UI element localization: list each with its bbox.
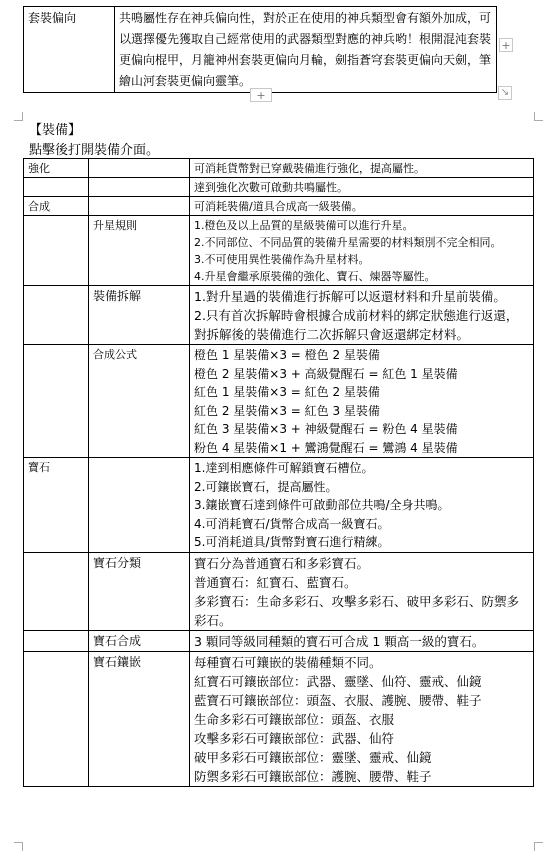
- description-line: 多彩寶石：生命多彩石、攻擊多彩石、破甲多彩石、防禦多彩石。: [194, 593, 520, 628]
- description-line: 5.可消耗道具/貨幣對寶石進行精練。: [194, 535, 390, 549]
- category-cell: [24, 286, 89, 345]
- description-cell: [190, 458, 534, 553]
- subcategory-cell: 寶石分類: [89, 552, 190, 630]
- set-bias-label: 套裝偏向: [24, 7, 115, 93]
- description-line: 4.升星會繼承原裝備的強化、寶石、煉器等屬性。: [194, 270, 436, 283]
- margin-mark-icon: [534, 112, 543, 121]
- category-cell: [24, 345, 89, 458]
- category-cell: [24, 630, 89, 651]
- description-line: 紅色 1 星裝備×3 = 紅色 2 星裝備: [194, 385, 380, 399]
- description-cell: [190, 197, 534, 216]
- table-row: [24, 216, 534, 286]
- description-line: 破甲多彩石可鑲嵌部位：靈墜、靈戒、仙鏡: [194, 749, 432, 765]
- description-cell: [190, 651, 534, 786]
- set-bias-table: [23, 6, 497, 93]
- description-line: 2.只有首次拆解時會根據合成前材料的綁定狀態進行返還，對拆解後的裝備進行二次拆解只會返還綁定材料。: [194, 308, 519, 342]
- description-line: 1.橙色及以上品質的星級裝備可以進行升星。: [194, 219, 414, 232]
- table-row: [24, 651, 534, 786]
- description-line: 橙色 1 星裝備×3 = 橙色 2 星裝備: [194, 348, 380, 362]
- description-line: 紅色 2 星裝備×3 = 紅色 3 星裝備: [194, 403, 380, 418]
- description-line: 2.可鑲嵌寶石，提高屬性。: [194, 479, 338, 494]
- description-line: 寶石分為普通寶石和多彩寶石。: [194, 555, 370, 571]
- section-intro: 點擊後打開裝備介面。: [29, 143, 160, 158]
- section-heading: 【裝備】: [29, 123, 82, 138]
- add-column-button[interactable]: +: [499, 38, 513, 52]
- description-cell: [190, 345, 534, 458]
- margin-mark-icon: [534, 842, 543, 851]
- margin-mark-icon: [14, 842, 23, 851]
- category-cell: 強化: [24, 159, 89, 178]
- description-line: 粉色 4 星裝備×1 + 鸞鴻覺醒石 = 鸞鴻 4 星裝備: [194, 440, 458, 455]
- description-cell: [190, 286, 534, 345]
- margin-mark-icon: [14, 112, 23, 121]
- subcategory-cell: 寶石鑲嵌: [89, 651, 190, 786]
- table-row: [24, 286, 534, 345]
- subcategory-cell: [89, 178, 190, 197]
- description-line: 紅色 3 星裝備×3 + 神級覺醒石 = 粉色 4 星裝備: [194, 422, 458, 436]
- description-line: 紅寶石可鑲嵌部位：武器、靈墜、仙符、靈戒、仙鏡: [194, 673, 482, 689]
- category-cell: [24, 651, 89, 786]
- table-row: [24, 552, 534, 630]
- category-cell: [24, 178, 89, 197]
- category-cell: 寶石: [24, 458, 89, 553]
- description-line: 3.鑲嵌寶石達到條件可啟動部位共鳴/全身共鳴。: [194, 498, 450, 512]
- description-cell: [190, 159, 534, 178]
- description-line: 防禦多彩石可鑲嵌部位：護腕、腰帶、鞋子: [194, 768, 432, 784]
- description-line: 1.對升星過的裝備進行拆解可以返還材料和升星前裝備。: [194, 289, 506, 304]
- subcategory-cell: [89, 458, 190, 553]
- table-row: [24, 345, 534, 458]
- description-line: 1.達到相應條件可解鎖寶石槽位。: [194, 461, 374, 475]
- description-line: 可消耗貨幣對已穿戴裝備進行強化，提高屬性。: [194, 162, 425, 175]
- set-bias-text: 共鳴屬性存在神兵偏向性，對於正在使用的神兵類型會有額外加成，可以選擇優先獲取自己經常使用的武器類型對應的神兵哟！根開混沌套裝更偏向棍甲，月籠神州套裝更偏向月輪，劍指蒼穹套裝更偏向天劍，筆繪山河套裝更偏向靈筆。: [115, 7, 497, 93]
- description-line: 達到強化次數可啟動共鳴屬性。: [194, 181, 348, 194]
- description-line: 藍寶石可鑲嵌部位：頭盔、衣服、護腕、腰帶、鞋子: [194, 692, 482, 708]
- category-cell: [24, 552, 89, 630]
- category-cell: 合成: [24, 197, 89, 216]
- table-row: [24, 630, 534, 651]
- table-row: [24, 197, 534, 216]
- subcategory-cell: [89, 197, 190, 216]
- description-line: 3 顆同等級同種類的寶石可合成 1 顆高一級的寶石。: [194, 633, 485, 649]
- description-line: 攻擊多彩石可鑲嵌部位：武器、仙符: [194, 730, 395, 746]
- description-line: 3.不可使用異性裝備作為升星材料。: [194, 253, 370, 266]
- subcategory-cell: 裝備拆解: [89, 286, 190, 345]
- subcategory-cell: 升星規則: [89, 216, 190, 286]
- description-line: 可消耗裝備/道具合成高一級裝備。: [194, 200, 363, 213]
- table-row: [24, 159, 534, 178]
- description-line: 每種寶石可鑲嵌的裝備種類不同。: [194, 654, 382, 670]
- equipment-table: [23, 158, 534, 787]
- description-cell: [190, 630, 534, 651]
- table-row: [24, 178, 534, 197]
- description-line: 4.可消耗寶石/貨幣合成高一級寶石。: [194, 516, 390, 531]
- description-line: 2.不同部位、不同品質的裝備升星需要的材料類別不完全相同。: [194, 236, 502, 249]
- add-row-button[interactable]: +: [250, 88, 272, 102]
- description-cell: [190, 178, 534, 197]
- table-row: [24, 7, 497, 93]
- subcategory-cell: 合成公式: [89, 345, 190, 458]
- table-row: [24, 458, 534, 553]
- category-cell: [24, 216, 89, 286]
- description-cell: [190, 552, 534, 630]
- subcategory-cell: 寶石合成: [89, 630, 190, 651]
- description-line: 生命多彩石可鑲嵌部位：頭盔、衣服: [194, 711, 395, 727]
- description-line: 普通寶石：紅寶石、藍寶石。: [194, 574, 357, 590]
- subcategory-cell: [89, 159, 190, 178]
- description-cell: [190, 216, 534, 286]
- description-line: 橙色 2 星裝備×3 + 高級覺醒石 = 紅色 1 星裝備: [194, 366, 458, 381]
- resize-handle-icon[interactable]: ↘: [498, 86, 512, 100]
